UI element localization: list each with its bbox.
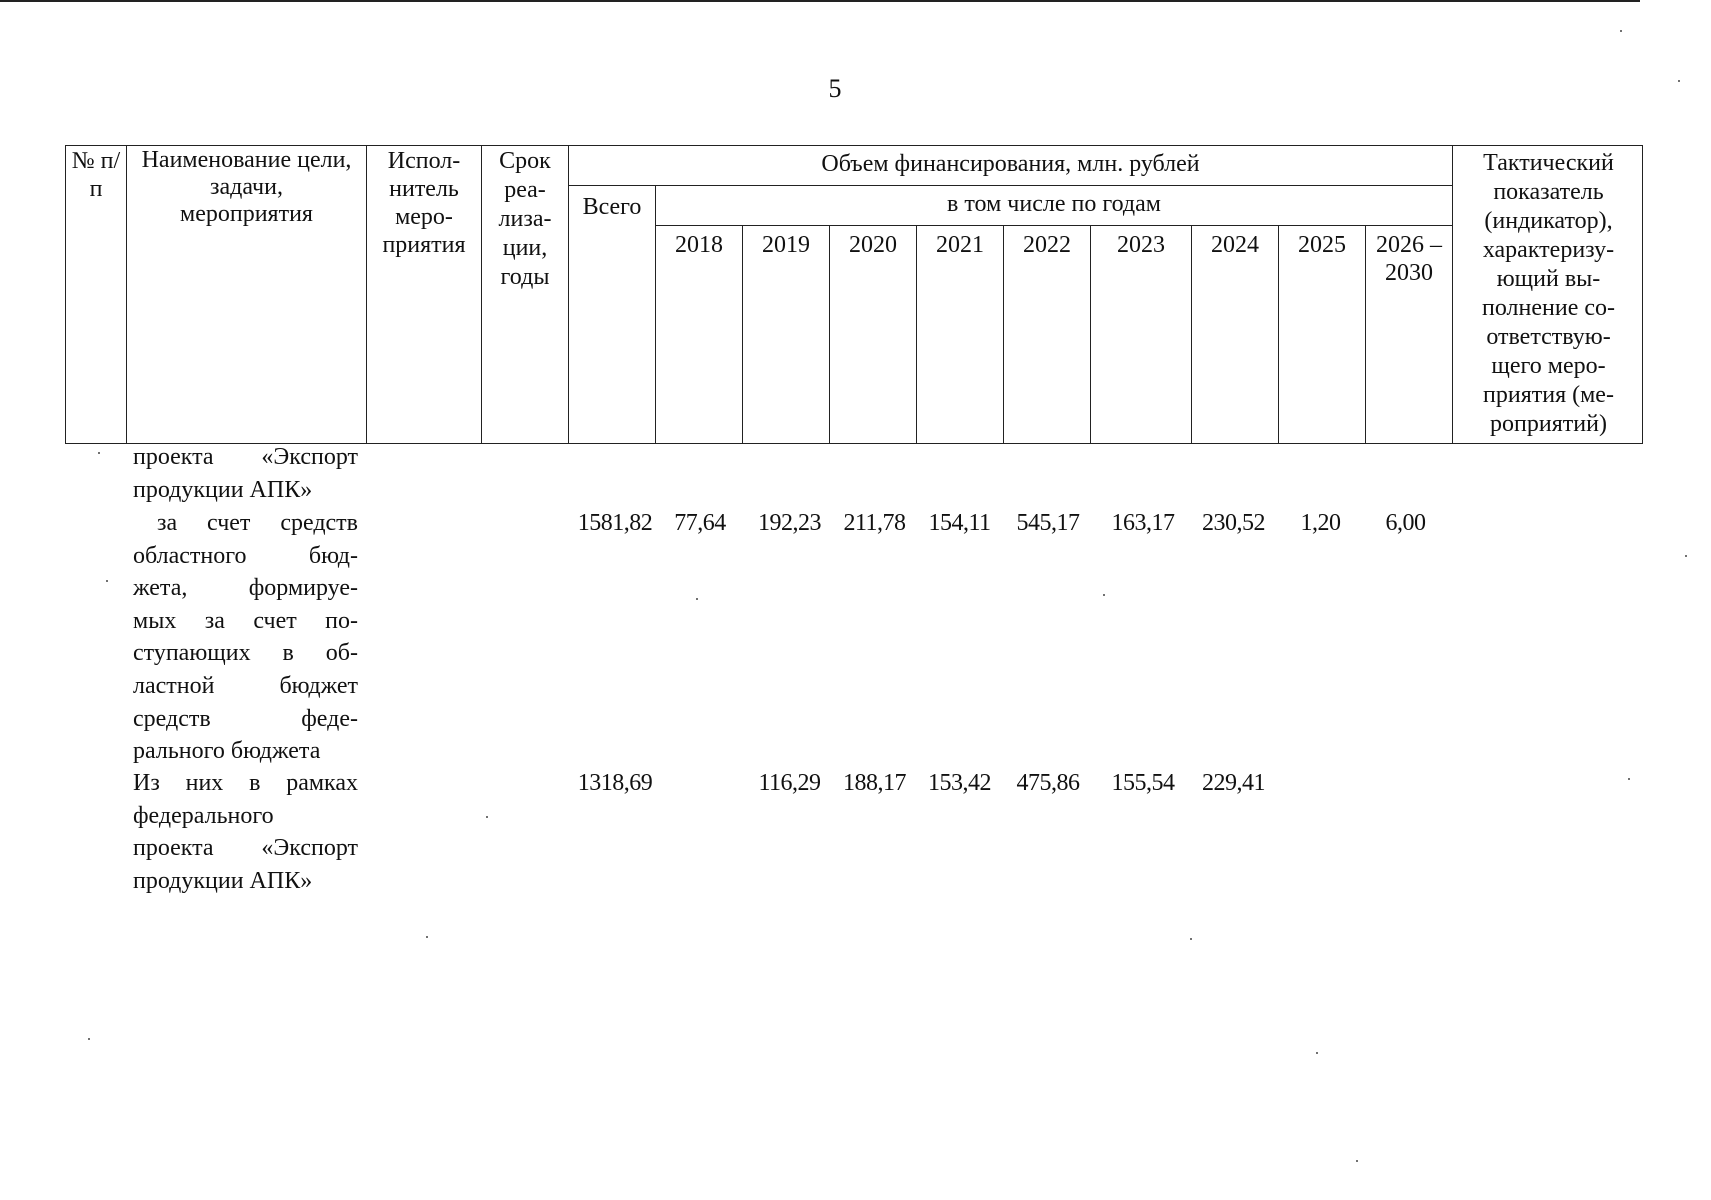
value-total: 1581,82 [577, 510, 653, 536]
value-2020: 211,78 [843, 510, 906, 536]
header-indicator: Тактический показатель (индикатор), характеризу-ющий вы-полнение со-ответствую-щего меро-приятия (ме-роприятий) [1453, 146, 1643, 444]
value-2022: 545,17 [1016, 510, 1080, 536]
scan-speck [88, 1038, 90, 1040]
value-2018: 77,64 [674, 510, 726, 536]
block3-line: федерального [133, 802, 274, 829]
header-total: Всего [569, 186, 656, 444]
scan-speck [1190, 938, 1192, 940]
scan-speck [1620, 30, 1622, 32]
scan-speck [486, 816, 488, 818]
block3-line: проекта «Экспорт [133, 835, 358, 862]
block2-values-row [0, 510, 1711, 542]
value-2022: 475,86 [1016, 770, 1080, 796]
header-executor: Испол-нитель меро-приятия [367, 146, 482, 444]
scan-speck [1356, 1160, 1358, 1162]
year-2020: 2020 [830, 226, 917, 444]
year-2023: 2023 [1091, 226, 1192, 444]
header-term: Срок реа-лиза-ции, годы [482, 146, 569, 444]
year-2019: 2019 [743, 226, 830, 444]
scan-speck [1678, 80, 1680, 82]
value-2019: 116,29 [758, 770, 821, 796]
value-2023: 163,17 [1111, 510, 1175, 536]
header-num: № п/п [66, 146, 127, 444]
value-2025: 1,20 [1300, 510, 1341, 536]
block2-line: за счет средств [157, 510, 358, 536]
year-2018: 2018 [656, 226, 743, 444]
scan-speck [1103, 594, 1105, 596]
block1-line: проекта «Экспорт [133, 444, 358, 470]
scan-speck [1316, 1052, 1318, 1054]
block2-line: мых за счет по- [133, 607, 358, 634]
top-border-line [0, 0, 1640, 2]
year-2026-2030: 2026 – 2030 [1366, 226, 1453, 444]
block2-line: ступающих в об- [133, 640, 358, 667]
scan-speck [426, 936, 428, 938]
header-funding: Объем финансирования, млн. рублей [569, 146, 1453, 186]
block1-line: продукции АПК» [133, 476, 313, 503]
block2-line: областного бюд- [133, 542, 358, 569]
value-2021: 153,42 [928, 770, 991, 796]
year-2021: 2021 [917, 226, 1004, 444]
value-2024: 229,41 [1202, 770, 1265, 796]
year-2024: 2024 [1192, 226, 1279, 444]
scan-speck [1685, 555, 1687, 557]
block2-line: ластной бюджет [133, 672, 358, 699]
scan-speck [98, 452, 100, 454]
value-total: 1318,69 [577, 770, 653, 796]
value-2019: 192,23 [758, 510, 821, 536]
block2-line: жета, формируе- [133, 575, 358, 602]
value-2020: 188,17 [843, 770, 906, 796]
block3-values-row [0, 770, 1711, 802]
year-2022: 2022 [1004, 226, 1091, 444]
block2-line: средств феде- [133, 705, 358, 732]
block3-line: Из них в рамках [133, 770, 358, 796]
value-2023: 155,54 [1111, 770, 1175, 796]
page-number: 5 [828, 74, 842, 103]
block1-description [133, 441, 358, 506]
block2-line: рального бюджета [133, 738, 321, 765]
year-2025: 2025 [1279, 226, 1366, 444]
value-2026-2030: 6,00 [1385, 510, 1426, 536]
header-table [65, 145, 1643, 444]
value-2021: 154,11 [928, 510, 991, 536]
header-name: Наименование цели, задачи, мероприятия [127, 146, 367, 444]
block3-line: продукции АПК» [133, 867, 313, 894]
scan-speck [106, 580, 108, 582]
block2-description [133, 507, 358, 768]
scan-speck [1628, 778, 1630, 780]
scan-speck [696, 598, 698, 600]
value-2024: 230,52 [1202, 510, 1265, 536]
header-by-years: в том числе по годам [656, 186, 1453, 226]
